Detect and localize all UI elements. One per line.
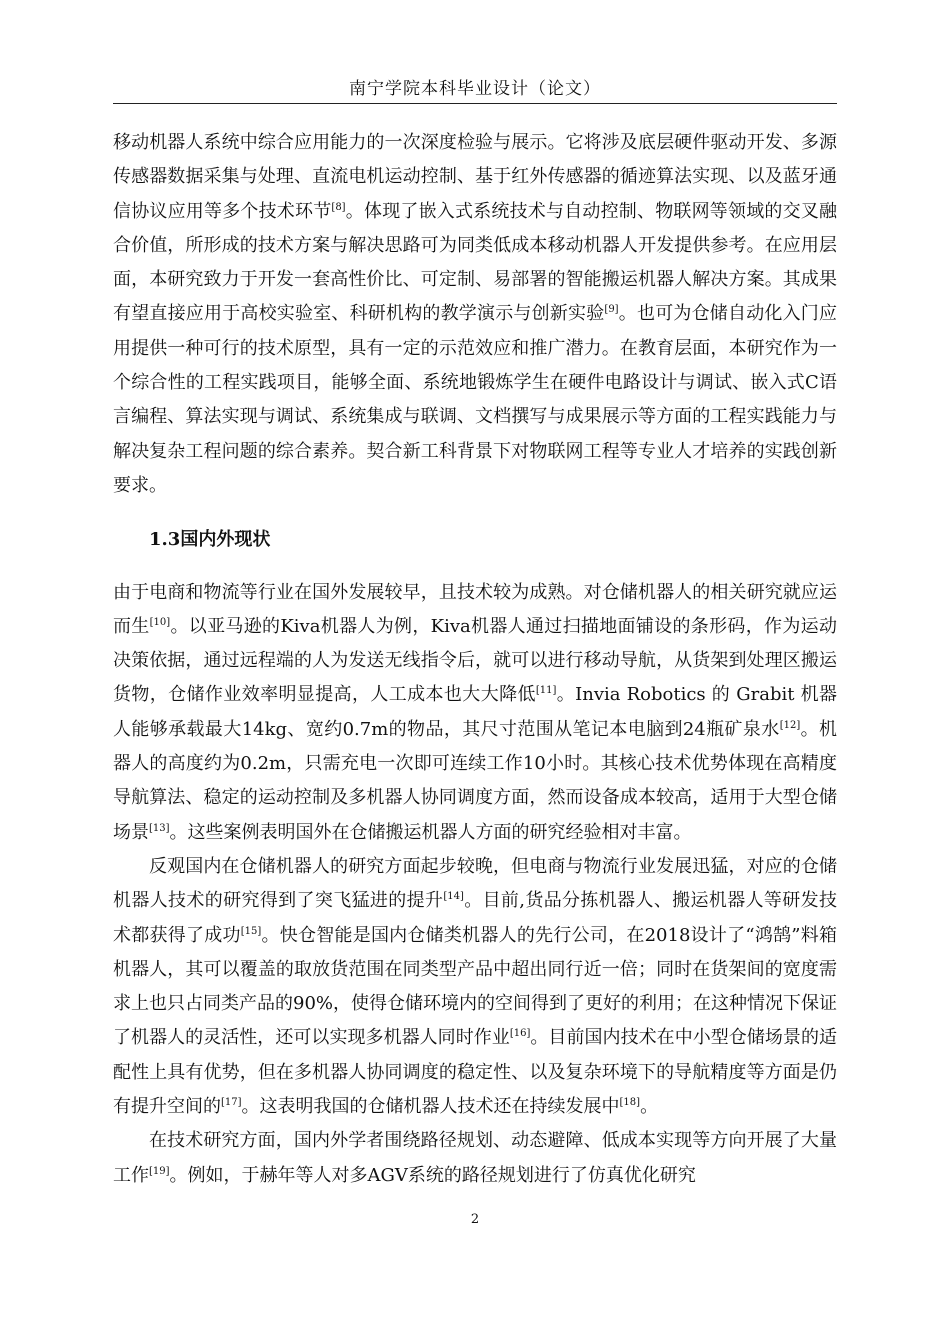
citation-marker: [15] (240, 925, 262, 937)
citation-marker: [13] (149, 822, 170, 834)
paragraph-domestic-status: 反观国内在仓储机器人的研究方面起步较晚，但电商与物流行业发展迅猛，对应的仓储机器人技术的研究得到了突飞猛进的提升[14]。目前,货品分拣机器人、搬运机器人等研发技术都获得了成功[15]。快仓智能是国内仓储类机器人的先行公司，在2018设计了“鸿鹄”料箱机器人，其可以覆盖的取放货范围在同类型产品中超出同行近一倍；同时在货架间的宽度需求上也只占同类产品的90%，使得仓储环境内的空间得到了更好的利用；在这种情况下保证了机器人的灵活性，还可以实现多机器人同时作业[16]。目前国内技术在中小型仓储场景的适配性上具有优势，但在多机器人协同调度的稳定性、以及复杂环境下的导航精度等方面是仍有提升空间的[17]。这表明我国的仓储机器人技术还在持续发展中[18]。 (113, 855, 838, 1118)
paragraph-foreign-status: 由于电商和物流等行业在国外发展较早，且技术较为成熟。对仓储机器人的相关研究就应运而生[10]。以亚马逊的Kiva机器人为例，Kiva机器人通过扫描地面铺设的条形码，作为运动决策依据，通过远程端的人为发送无线指令后，就可以进行移动导航，从货架到处理区搬运货物，仓储作业效率明显提高，人工成本也大大降低[11]。Invia Robotics 的 Grabit 机器人能够承载最大14kg、宽约0.7m的物品，其尺寸范围从笔记本电脑到24瓶矿泉水[12]。机器人的高度约为0.2m，只需充电一次即可连续工作10小时。其核心技术优势体现在高精度导航算法、稳定的运动控制及多机器人协同调度方面，然而设备成本较高，适用于大型仓储场景[13]。这些案例表明国外在仓储搬运机器人方面的研究经验相对丰富。 (113, 581, 837, 843)
citation-marker: [8] (331, 201, 346, 213)
citation-marker: [17] (221, 1097, 242, 1109)
document-body (113, 126, 837, 1193)
section-heading: 1.3国内外现状 (149, 529, 271, 551)
header-divider (113, 103, 837, 104)
intro-paragraph: 移动机器人系统中综合应用能力的一次深度检验与展示。它将涉及底层硬件驱动开发、多源传感器数据采集与处理、直流电机运动控制、基于红外传感器的循迹算法实现、以及蓝牙通信协议应用等多个技术环节[8]。体现了嵌入式系统技术与自动控制、物联网等领域的交叉融合价值，所形成的技术方案与解决思路可为同类低成本移动机器人开发提供参考。在应用层面，本研究致力于开发一套高性价比、可定制、易部署的智能搬运机器人解决方案。其成果有望直接应用于高校实验室、科研机构的教学演示与创新实验[9]。也可为仓储自动化入门应用提供一种可行的技术原型，具有一定的示范效应和推广潜力。在教育层面，本研究作为一个综合性的工程实践项目，能够全面、系统地锻炼学生在硬件电路设计与调试、嵌入式C语言编程、算法实现与调试、系统集成与联调、文档撰写与成果展示等方面的工程实践能力与解决复杂工程问题的综合素养。契合新工科背景下对物联网工程等专业人才培养的实践创新要求。 (113, 132, 838, 496)
citation-marker: [9] (604, 304, 619, 316)
page-header: 南宁学院本科毕业设计（论文） (349, 79, 601, 99)
citation-marker: [10] (149, 616, 171, 628)
citation-marker: [18] (619, 1097, 641, 1109)
citation-marker: [16] (509, 1028, 531, 1040)
citation-marker: [19] (149, 1165, 170, 1177)
citation-marker: [11] (535, 685, 557, 697)
page-number: 2 (470, 1212, 480, 1227)
paragraph-technical-research: 在技术研究方面，国内外学者围绕路径规划、动态避障、低成本实现等方向开展了大量工作[19]。例如，于赫年等人对多AGV系统的路径规划进行了仿真优化研究 (113, 1130, 837, 1186)
citation-marker: [12] (779, 719, 801, 731)
citation-marker: [14] (443, 891, 464, 903)
